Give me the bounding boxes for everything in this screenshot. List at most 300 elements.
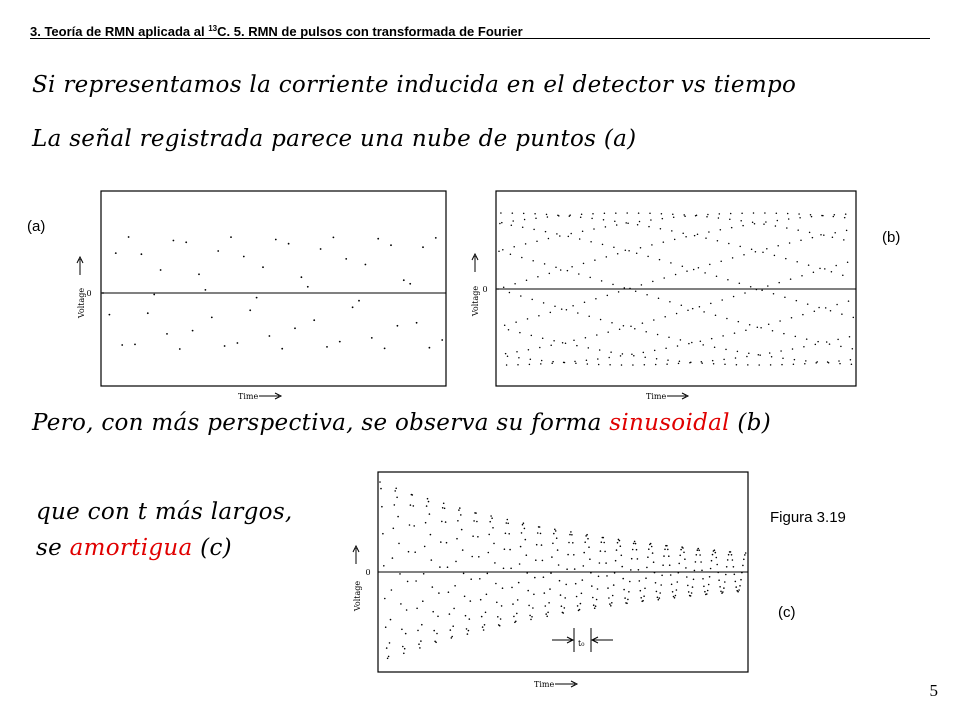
signal-dot (510, 568, 512, 570)
text-line-1: Si representamos la corriente inducida en el detector vs tiempo (32, 72, 797, 98)
signal-dot (420, 640, 422, 642)
signal-dot (672, 591, 674, 593)
signal-dot (669, 564, 671, 566)
signal-dot (774, 255, 776, 257)
signal-dot (544, 263, 546, 265)
signal-dot (711, 560, 713, 562)
signal-dot (692, 586, 694, 588)
signal-dot (455, 561, 457, 563)
signal-dot (710, 568, 712, 570)
signal-dot (724, 581, 726, 583)
signal-dot (408, 551, 410, 553)
signal-dot (482, 626, 484, 628)
signal-dot (817, 341, 819, 343)
signal-dot (800, 240, 802, 242)
signal-dot (639, 580, 641, 582)
signal-dot (571, 266, 573, 268)
signal-dot (815, 344, 817, 346)
signal-dot (807, 303, 809, 305)
signal-dot (485, 612, 487, 614)
figure-caption: Figura 3.19 (770, 509, 846, 526)
signal-dot (596, 599, 598, 601)
signal-dot (812, 237, 814, 239)
signal-dot (712, 360, 714, 362)
signal-dot (727, 279, 729, 281)
signal-dot (545, 613, 547, 615)
signal-dot (552, 543, 554, 545)
signal-dot (545, 231, 547, 233)
signal-dot (744, 292, 746, 294)
signal-dot (709, 576, 711, 578)
signal-dot (610, 351, 612, 353)
signal-dot (635, 291, 637, 293)
signal-dot (676, 313, 678, 315)
signal-dot (555, 530, 557, 532)
signal-dot (704, 272, 706, 274)
signal-dot (198, 273, 200, 275)
signal-dot (655, 582, 657, 584)
label-b: (b) (882, 229, 901, 246)
signal-dot (674, 239, 676, 241)
signal-dot (685, 567, 687, 569)
signal-dot (444, 508, 446, 510)
signal-dot (550, 312, 552, 314)
signal-dot (839, 363, 841, 365)
signal-dot (555, 266, 557, 268)
signal-dot (436, 633, 438, 635)
signal-dot (746, 356, 748, 358)
signal-dot (463, 573, 465, 575)
signal-dot (514, 283, 516, 285)
signal-dot (592, 597, 594, 599)
signal-dot (759, 354, 761, 356)
signal-dot (620, 545, 622, 547)
signal-dot (281, 348, 283, 350)
signal-dot (610, 605, 612, 607)
signal-dot (723, 587, 725, 589)
signal-dot (621, 555, 623, 557)
signal-dot (576, 345, 578, 347)
signal-dot (511, 587, 513, 589)
signal-dot (493, 543, 495, 545)
signal-dot (754, 223, 756, 225)
signal-dot (520, 546, 522, 548)
signal-dot (737, 591, 739, 593)
signal-dot (603, 542, 605, 544)
signal-dot (503, 287, 505, 289)
signal-dot (618, 291, 620, 293)
signal-dot (622, 578, 624, 580)
signal-dot (450, 629, 452, 631)
signal-dot (608, 357, 610, 359)
signal-dot (793, 363, 795, 365)
signal-dot (479, 578, 481, 580)
signal-dot (109, 314, 111, 316)
signal-dot (575, 583, 577, 585)
signal-dot (588, 546, 590, 548)
signal-dot (380, 488, 382, 490)
signal-dot (564, 607, 566, 609)
signal-dot (379, 481, 381, 483)
signal-dot (394, 504, 396, 506)
signal-dot (553, 533, 555, 535)
signal-dot (519, 563, 521, 565)
signal-dot (745, 329, 747, 331)
label-c: (c) (778, 604, 796, 621)
signal-dot (708, 231, 710, 233)
signal-dot (529, 364, 531, 366)
signal-dot (743, 559, 745, 561)
signal-dot (744, 554, 746, 556)
signal-dot (606, 256, 608, 258)
signal-dot (430, 534, 432, 536)
signal-dot (667, 359, 669, 361)
signal-dot (512, 212, 514, 214)
signal-dot (714, 346, 716, 348)
signal-dot (833, 216, 835, 218)
signal-dot (638, 212, 640, 214)
signal-dot (383, 565, 385, 567)
signal-dot (390, 244, 392, 246)
signal-dot (560, 594, 562, 596)
signal-dot (462, 549, 464, 551)
signal-dot (727, 559, 729, 561)
signal-dot (671, 230, 673, 232)
signal-dot (640, 590, 642, 592)
signal-dot (741, 572, 743, 574)
signal-dot (339, 341, 341, 343)
signal-dot (573, 340, 575, 342)
signal-dot (518, 582, 520, 584)
signal-dot (484, 624, 486, 626)
signal-dot (749, 324, 751, 326)
signal-dot (446, 542, 448, 544)
signal-dot (541, 360, 543, 362)
signal-dot (567, 270, 569, 272)
signal-dot (395, 488, 397, 490)
signal-dot (646, 294, 648, 296)
signal-dot (447, 566, 449, 568)
signal-dot (429, 513, 431, 515)
signal-dot (623, 589, 625, 591)
signal-dot (741, 212, 743, 214)
signal-dot (520, 295, 522, 297)
signal-dot (515, 321, 517, 323)
signal-dot (756, 289, 758, 291)
signal-dot (663, 277, 665, 279)
signal-dot (399, 573, 401, 575)
signal-dot (532, 607, 534, 609)
signal-dot (545, 605, 547, 607)
signal-dot (612, 284, 614, 286)
signal-dot (719, 213, 721, 215)
signal-dot (651, 546, 653, 548)
signal-dot (449, 613, 451, 615)
signal-dot (645, 331, 647, 333)
signal-dot (511, 225, 513, 227)
signal-dot (677, 345, 679, 347)
signal-dot (780, 350, 782, 352)
signal-dot (730, 213, 732, 215)
signal-dot (384, 348, 386, 350)
signal-dot (451, 636, 453, 638)
signal-dot (762, 252, 764, 254)
signal-dot (666, 363, 668, 365)
signal-dot (707, 214, 709, 216)
signal-dot (543, 576, 545, 578)
signal-dot (580, 216, 582, 218)
signal-dot (102, 292, 104, 294)
signal-dot (478, 556, 480, 558)
signal-dot (740, 579, 742, 581)
signal-dot (428, 501, 430, 503)
signal-dot (647, 556, 649, 558)
signal-dot (134, 344, 136, 346)
signal-dot (843, 239, 845, 241)
signal-dot (512, 603, 514, 605)
signal-dot (738, 589, 740, 591)
signal-dot (559, 580, 561, 582)
signal-dot (425, 522, 427, 524)
signal-dot (576, 596, 578, 598)
signal-dot (384, 598, 386, 600)
signal-dot (552, 361, 554, 363)
signal-dot (674, 597, 676, 599)
signal-dot (365, 264, 367, 266)
signal-dot (440, 541, 442, 543)
signal-dot (583, 565, 585, 567)
signal-dot (498, 251, 500, 253)
signal-dot (523, 522, 525, 524)
signal-dot (627, 599, 629, 601)
signal-dot (714, 549, 716, 551)
signal-dot (536, 240, 538, 242)
signal-dot (534, 213, 536, 215)
signal-dot (613, 247, 615, 249)
signal-dot (551, 556, 553, 558)
signal-dot (445, 521, 447, 523)
signal-dot (526, 572, 528, 574)
signal-dot (513, 616, 515, 618)
signal-dot (731, 227, 733, 229)
signal-dot (742, 225, 744, 227)
signal-dot (307, 286, 309, 288)
signal-dot (470, 578, 472, 580)
signal-dot (582, 579, 584, 581)
signal-dot (574, 568, 576, 570)
signal-dot (806, 338, 808, 340)
signal-dot (577, 312, 579, 314)
signal-dot (509, 292, 511, 294)
signal-dot (680, 339, 682, 341)
signal-dot (435, 237, 437, 239)
signal-dot (761, 289, 763, 291)
signal-dot (600, 550, 602, 552)
signal-dot (414, 551, 416, 553)
signal-dot (684, 216, 686, 218)
signal-dot (617, 253, 619, 255)
signal-dot (734, 332, 736, 334)
signal-dot (853, 317, 855, 319)
signal-dot (675, 595, 677, 597)
signal-dot (153, 294, 155, 296)
signal-dot (624, 287, 626, 289)
signal-dot (645, 577, 647, 579)
signal-dot (528, 605, 530, 607)
signal-dot (400, 603, 402, 605)
signal-dot (572, 305, 574, 307)
signal-dot (121, 344, 123, 346)
signal-dot (732, 559, 734, 561)
signal-dot (644, 357, 646, 359)
signal-dot (687, 309, 689, 311)
signal-dot (496, 602, 498, 604)
signal-dot (371, 337, 373, 339)
signal-dot (497, 288, 499, 290)
signal-dot (556, 233, 558, 235)
signal-dot (517, 364, 519, 366)
signal-dot (637, 224, 639, 226)
signal-dot (441, 521, 443, 523)
signal-dot (799, 217, 801, 219)
signal-dot (423, 573, 425, 575)
signal-dot (381, 506, 383, 508)
signal-dot (558, 215, 560, 217)
signal-dot (141, 253, 143, 255)
signal-dot (465, 615, 467, 617)
signal-dot (605, 562, 607, 564)
signal-dot (739, 246, 741, 248)
signal-dot (518, 357, 520, 359)
signal-dot (652, 281, 654, 283)
signal-dot (644, 364, 646, 366)
signal-dot (764, 212, 766, 214)
signal-dot (734, 574, 736, 576)
signal-dot (686, 576, 688, 578)
signal-dot (607, 331, 609, 333)
signal-dot (582, 230, 584, 232)
signal-dot (237, 342, 239, 344)
signal-dot (627, 222, 629, 224)
signal-dot (506, 522, 508, 524)
signal-dot (659, 259, 661, 261)
signal-dot (826, 341, 828, 343)
signal-dot (591, 585, 593, 587)
signal-dot (393, 528, 395, 530)
signal-dot (672, 213, 674, 215)
signal-dot (333, 237, 335, 239)
signal-dot (500, 212, 502, 214)
signal-dot (790, 278, 792, 280)
signal-dot (418, 643, 420, 645)
signal-dot (505, 353, 507, 355)
signal-dot (733, 566, 735, 568)
signal-dot (649, 213, 651, 215)
signal-dot (664, 549, 666, 551)
signal-dot (659, 592, 661, 594)
plot-b-xlabel: Time (646, 392, 667, 401)
signal-dot (616, 549, 618, 551)
signal-dot (693, 579, 695, 581)
signal-dot (480, 599, 482, 601)
signal-dot (735, 357, 737, 359)
signal-dot (675, 274, 677, 276)
signal-dot (792, 348, 794, 350)
signal-dot (583, 552, 585, 554)
signal-dot (797, 229, 799, 231)
signal-dot (786, 227, 788, 229)
signal-dot (377, 238, 379, 240)
signal-dot (753, 212, 755, 214)
plot-c-t0: t₀ (578, 639, 585, 648)
signal-dot (829, 343, 831, 345)
signal-dot (530, 358, 532, 360)
signal-dot (656, 591, 658, 593)
signal-dot (607, 295, 609, 297)
signal-dot (452, 625, 454, 627)
signal-dot (670, 262, 672, 264)
signal-dot (791, 317, 793, 319)
signal-dot (398, 543, 400, 545)
signal-dot (804, 363, 806, 365)
signal-dot (422, 600, 424, 602)
signal-dot (769, 352, 771, 354)
signal-dot (566, 568, 568, 570)
signal-dot (508, 329, 510, 331)
signal-dot (524, 219, 526, 221)
signal-dot (564, 362, 566, 364)
signal-dot (515, 621, 517, 623)
signal-dot (526, 554, 528, 556)
signal-dot (550, 572, 552, 574)
signal-dot (685, 236, 687, 238)
signal-dot (700, 340, 702, 342)
signal-dot (438, 592, 440, 594)
signal-dot (401, 629, 403, 631)
signal-dot (516, 613, 518, 615)
signal-dot (527, 318, 529, 320)
plot-c (338, 468, 760, 696)
signal-dot (629, 288, 631, 290)
signal-dot (604, 213, 606, 215)
signal-dot (716, 276, 718, 278)
signal-dot (419, 647, 421, 649)
signal-dot (192, 330, 194, 332)
signal-dot (751, 249, 753, 251)
signal-dot (802, 314, 804, 316)
signal-dot (396, 497, 398, 499)
signal-dot (454, 585, 456, 587)
signal-dot (625, 250, 627, 252)
signal-dot (683, 214, 685, 216)
signal-dot (720, 229, 722, 231)
signal-dot (391, 589, 393, 591)
signal-dot (848, 300, 850, 302)
signal-dot (742, 565, 744, 567)
signal-dot (433, 630, 435, 632)
signal-dot (567, 554, 569, 556)
signal-dot (497, 616, 499, 618)
signal-dot (597, 588, 599, 590)
signal-dot (661, 575, 663, 577)
signal-dot (846, 230, 848, 232)
signal-dot (598, 364, 600, 366)
signal-dot (657, 334, 659, 336)
signal-dot (701, 362, 703, 364)
signal-dot (667, 549, 669, 551)
signal-dot (409, 283, 411, 285)
signal-dot (811, 216, 813, 218)
